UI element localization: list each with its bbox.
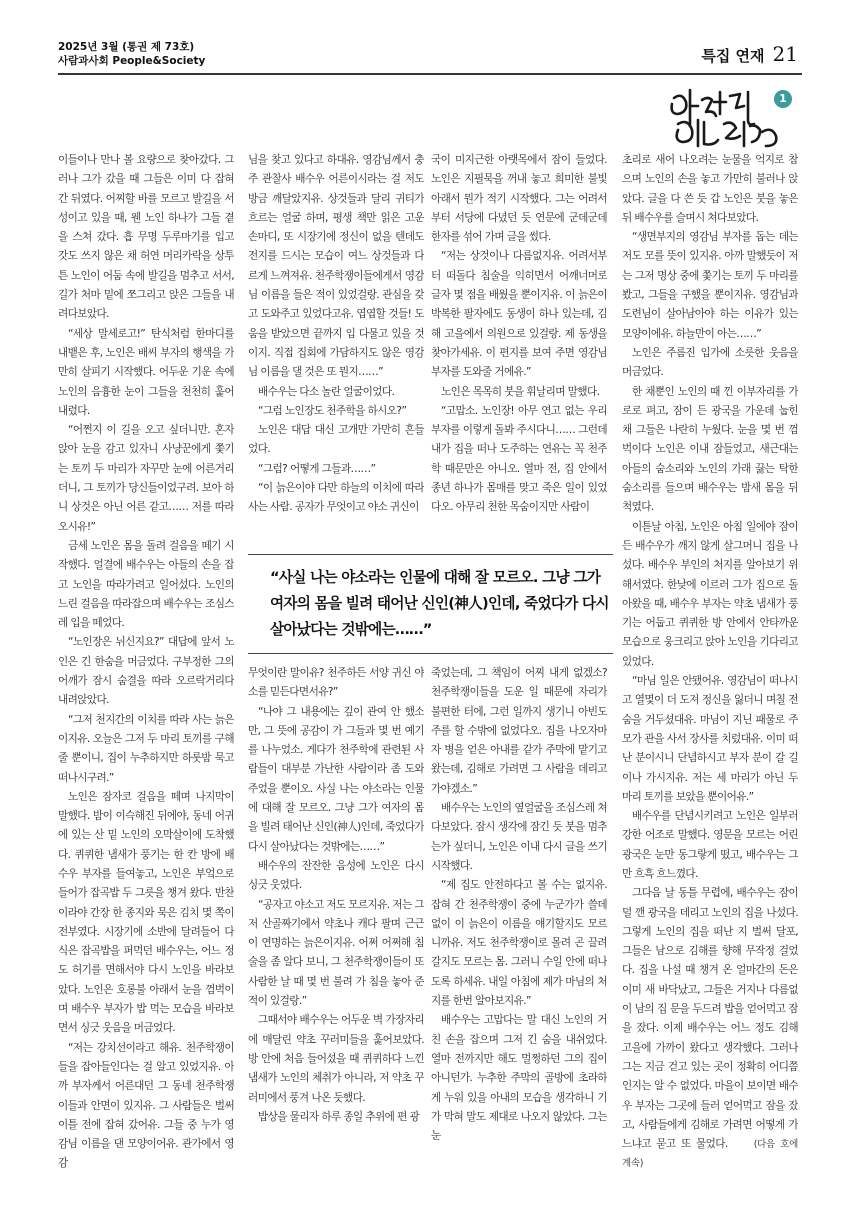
article-column-2-top [248,151,424,541]
paragraph: 노인은 대답 대신 고개만 가만히 흔들었다. [248,424,424,456]
header-rule [58,73,802,75]
series-logo [668,84,798,154]
issue-label: 2025년 3월 (통권 제 73호) [58,41,195,53]
paragraph: 노인은 주름진 입가에 소릇한 웃음을 머금었다. [622,346,798,379]
article-column-2-bottom [248,664,424,1184]
paragraph: 님을 찾고 있다고 하대유. 영감님께서 충주 관찰사 배수우 어른이시라는 걸 저도 방금 깨달았지유. 상것들과 달리 귀티가 흐르는 얼굴 하며, 평생 책만 읽은 고운 손마디, 또 시장기에 정신이 없을 텐데도 전지를 드시는 모습이 여느 상것들과 다르게 느껴져유. 천주학쟁이들에게서 영감님 이름을 들은 적이 있었걸랑. 관심을 갖고 도와주고 있었다고유. 엽엽할 것들! 도움을 받았으면 끝까지 입 다물고 있을 것이지. 직접 집회에 가담하지도 않은 영감님 이름을 댈 것은 또 뭔지……” [248,154,424,379]
paragraph: 국이 미지근한 아랫목에서 잠이 들었다. 노인은 지필묵을 꺼내 놓고 희미한 불빛 아래서 뭔가 적기 시작했다. 그는 어려서부터 서당에 다녔던 듯 연문에 군데군데 한자를 섞어 가며 글을 썼다. [431,154,607,244]
paragraph: 배수우는 노인의 옆얼굴을 조심스레 쳐다보았다. 잠시 생각에 잠긴 듯 붓을 멈추는가 싶더니, 노인은 이내 다시 글을 쓰기 시작했다. [431,802,607,872]
paragraph: 초리로 새어 나오려는 눈물을 억지로 참으며 노인의 손을 놓고 가만히 불러나 앉았다. 글을 다 쓴 듯 갑 노인은 붓을 놓은 뒤 배수우를 슬며시 쳐다보았다. [622,154,798,224]
article-column-4 [622,151,798,1181]
publication-name: 사람과사회 People&Society [58,55,206,67]
header-left [58,40,205,68]
paragraph: “저는 상것이나 다름없지유. 어려서부터 떠돌다 침술을 익히면서 어깨너머로 글자 몇 점을 배웠을 뿐이지유. 이 늙은이 박복한 팔자에도 동생이 하나 있는데, 김해 고을에서 의원으로 있걸랑. 제 동생을 찾아가세유. 이 편지를 보여 주면 영감님 부자를 도와줄 거에유.” [431,250,607,379]
paragraph: 배수우의 잔잔한 음성에 노인은 다시 싱긋 웃었다. [248,859,424,892]
continued-note: (다음 호에 계속) [622,1139,798,1170]
paragraph: “마님 일은 안됐어유. 영감님이 떠나시고 열몇이 더 도져 정신을 잃더니 며칠 전 숨을 거두셨대유. 마님이 지닌 패물로 주모가 관을 사서 장사를 치렀대유. 이미 떠난 분이시니 단념하시고 부자 분이 갈 길이나 가시지유. 저는 세 마리가 아닌 두 마리 토끼를 보았을 뿐이어유.” [622,675,798,803]
paragraph: 한 채뿐인 노인의 때 낀 이부자리를 가로로 펴고, 잠이 든 광국을 가운데 눕힌 채 그들은 나란히 누웠다. 눈을 몇 번 껌벅이다 노인은 이내 잠들었고, 새근대는 아들의 숨소리와 노인의 가래 끓는 탁한 숨소리를 들으며 배수우는 밤새 몸을 뒤척였다. [622,385,798,514]
paragraph: “그럼 노인장도 천주학을 하시오?” [258,404,407,417]
paragraph: 죽었는데, 그 책임이 어찌 내게 없겠소? 천주학쟁이들을 도운 일 때문에 자리가 불편한 터에, 그런 일까지 생기니 아빈도 주를 할 수밖에 없었다오. 집을 나오자마자 병을 얻은 아내를 같가 주막에 맡기고 왔는데, 김해로 가려면 그 사람을 데리고 가야겠소.” [431,667,607,795]
paragraph: “그저 천지간의 이치를 따라 사는 늙은이지유. 오늘은 그저 두 마리 토끼를 구해줄 뿐이니, 집이 누추하지만 하룻밤 묵고 떠나시구려.” [58,713,234,784]
article-column-1 [58,151,234,1181]
paragraph: “고맙소. 노인장! 아무 연고 없는 우리 부자를 이렇게 돌봐 주시다니…… 그런데 내가 집을 떠나 도주하는 연유는 꼭 천주학 때문만은 아니오. 열마 전, 집 안에서 종년 하나가 몸매를 맞고 죽은 일이 있었다오. 아무리 천한 목숨이지만 사람이 [431,404,607,514]
paragraph: “저는 강치선이라고 해유. 천주학쟁이들을 잡아들인다는 걸 알고 있었지유. 아까 부자께서 어른대던 그 동네 천주학쟁이들과 안면이 있지유. 그 사람들은 벌써 이틀 전에 잡혀 갔어유. 그들 중 누가 영감님 이름을 댄 모양이어유. 관가에서 영감 [58,1041,234,1170]
page-number: 21 [772,42,798,66]
paragraph: “제 집도 안전하다고 볼 수는 없지유. 잡혀 간 천주학쟁이 중에 누군가가 쓸데없이 이 늙은이 이름을 얘기할지도 모르니까유. 저도 천주학쟁이로 몰려 곤 끌려갈지도 모르는 몸. 그러니 수일 안에 떠나도록 하세유. 내일 아침에 제가 마님의 처지를 한번 알아보지유.” [431,879,607,1008]
section-label: 특집 연재 [701,47,765,65]
paragraph: “그럼? 어떻게 그들과……” [258,462,376,475]
paragraph: 그때서야 배수우는 어두운 벽 가장자리에 매달린 약초 꾸러미들을 훑어보았다. 방 안에 처음 들어섰을 때 퀴퀴하다 느낀 냄새가 노인의 체취가 아니라, 저 약초 꾸러미에서 풍겨 나온 듯했다. [248,1014,424,1104]
paragraph: “노인장은 뉘신지요?” 대답에 앞서 노인은 긴 한숨을 머금었다. 구부정한 그의 어깨가 잠시 숨결을 따라 오르락거리다 내려앉았다. [58,636,234,707]
pull-quote: “사실 나는 야소라는 인물에 대해 잘 모르오. 그냥 그가 여자의 몸을 빌려 태어난 신인(神人)인데, 죽었다가 다시 살아났다는 것밖에는……” [248,554,613,654]
paragraph: “어쩐지 이 길을 오고 싶더니만. 혼자 앉아 눈을 감고 있자니 사냥꾼에게 쫓기는 토끼 두 마리가 자꾸만 눈에 어른거리더니, 그 토끼가 당신들이었구려. 보아 하니 상것은 아닌 어른 같고…… 저를 따라오시유!” [58,424,234,533]
article-column-3-top [431,151,607,541]
paragraph: 노인은 잠자코 걸음을 떼며 나지막이 말했다. 밤이 이슥해진 뒤에야, 동네 어귀에 있는 산 밑 노인의 오막살이에 도착했다. 퀴퀴한 냄새가 풍기는 한 칸 방에 배수우 부자를 들여놓고, 노인은 부엌으로 들어가 잡곡밥 두 그릇을 챙겨 왔다. 반찬이라야 간장 한 종지와 묵은 김치 몇 쪽이 전부였다. 시장기에 소반에 달려들어 다 식은 잡곡밥을 퍼먹던 배수우는, 어느 정도 허기를 면해서야 다시 노인을 바라보았다. 노인은 호롱불 아래서 눈을 껌벅이며 배수우 부자가 밥 먹는 모습을 바라보면서 싱긋 웃음을 머금었다. [58,790,234,1035]
paragraph: “세상 말세로고!” 탄식처럼 한마디를 내뱉은 후, 노인은 배씨 부자의 행색을 가만히 살피기 시작했다. 어두운 기운 속에 노인의 음흉한 눈이 그들을 천천히 훑어 내렸다. [58,327,234,417]
paragraph: “공자고 야소고 저도 모르지유. 저는 그저 산골짜기에서 약초나 캐다 팔며 근근이 연명하는 늙은이지유. 어쩌 어쩌해 침술을 좀 알다 보니, 그 천주학쟁이들이 또 사람한 날 때 몇 번 불려 가 침을 놓아 준 적이 있걸랑.” [248,898,424,1008]
header-right [701,42,798,66]
paragraph: “생면부지의 영감님 부자를 돕는 데는 저도 모를 뜻이 있지유. 아까 말했듯이 저는 그저 명상 중에 쫓기는 토끼 두 마리를 봤고, 그들을 구했을 뿐이지유. 영감님과 도련님이 살아남아야 하는 이유가 있는 모양이에유. 하늘만이 아는……” [622,231,798,340]
paragraph: 배수우는 고맙다는 말 대신 노인의 거친 손을 잡으며 그저 긴 숨을 내쉬었다. 열마 전까지만 해도 멀쩡하던 그의 집이 아니던가. 누추한 주막의 골방에 초라하게 누워 있을 아내의 모습을 생각하니 기가 막혀 말도 제대로 나오지 않았다. 그는 눈 [431,1014,607,1143]
paragraph: 이들이나 만나 볼 요량으로 찾아갔다. 그러나 그가 갔을 때 그들은 이미 다 잡혀 간 뒤였다. 어찌할 바를 모르고 발길을 서성이고 있을 때, 웬 노인 하나가 그들 곁을 스쳐 갔다. 흡 무명 두루마기를 입고 갓도 쓰지 않은 채 허연 머리카락을 상투 튼 노인이 어둠 속에 발길을 멈추고 서서, 길가 처마 밑에 쪼그리고 앉은 그들을 내려다보았다. [58,154,234,321]
paragraph: “나야 그 내용에는 깊이 관여 안 했소만, 그 뜻에 공감이 가 그들과 몇 번 예기를 나누었소. 게다가 천주학에 관련된 사람들이 대부분 가난한 사람이라 좀 도와주었을 뿐이오. 사실 나는 야소라는 인물에 대해 잘 모르오. 그냥 그가 여자의 몸을 빌려 태어난 신인(神人)인데, 죽었다가 다시 살아났다는 것밖에는……” [248,705,424,853]
paragraph: 금세 노인은 몸을 돌려 걸음을 떼기 시작했다. 얼결에 배수우는 아들의 손을 잡고 노인을 따라가려고 일어섰다. 노인의 느린 걸음을 따라잡으며 배수우는 조심스레 입을 떼었다. [58,539,234,630]
paragraph: 무엇이란 말이유? 천주하든 서양 귀신 야소를 믿든다면서유?” [248,667,424,699]
paragraph: 배수우는 다소 놀란 얼굴이었다. [258,385,395,398]
paragraph: 밥상을 물리자 하루 종일 추위에 편 광 [258,1110,420,1123]
paragraph: 배수우를 단념시키려고 노인은 일부러 강한 어조로 말했다. 영문을 모르는 어린 광국은 눈만 동그랗게 떴고, 배수우는 그만 흐흑 흐느꼈다. [622,810,798,880]
article-column-3-bottom [431,664,607,1184]
paragraph: 이튿날 아침, 노인은 아침 일에야 잠이 든 배수우가 깨지 않게 살그머니 집을 나섰다. 배수우 부인의 처지를 알아보기 위해서였다. 한낮에 이르러 그가 집으로 돌아왔을 때, 배수우 부자는 약초 냄새가 풍기는 어둡고 퀴퀴한 방 안에서 안타까운 모습으로 웅크리고 앉아 노인을 기다리고 있었다. [622,520,798,668]
paragraph: 그다음 날 동틀 무렵에, 배수우는 잠이 덜 깬 광국을 데리고 노인의 집을 나섰다. 그렇게 노인의 집을 떠난 지 벌써 달포, 그들은 남으로 김해를 향해 무작정 걸었다. 집을 나설 때 챙겨 온 얼마간의 돈은 이미 새 바닥났고, 그들은 거지나 다름없이 남의 집 문을 두드려 밥을 얻어먹고 잠을 잤다. 이제 배수우는 어느 정도 김해 고을에 가까이 왔다고 생각했다. 그러나 그는 지금 걷고 있는 곳이 정확히 어디쯤인지는 알 수 없었다. 마을이 보이면 배수우 부자는 그곳에 들러 얻어먹고 잠을 잤고, 사람들에게 김해로 가려면 어떻게 가느냐고 묻고 또 물었다. (다음 호에 계속) [622,887,798,1170]
paragraph: “이 늙은이야 다만 하늘의 이치에 따라 사는 사람. 공자가 무엇이고 야소 귀신이 [248,482,424,514]
paragraph: 노인은 목목히 붓을 휘날리며 말했다. [441,385,600,398]
series-number-badge: 1 [774,90,792,108]
